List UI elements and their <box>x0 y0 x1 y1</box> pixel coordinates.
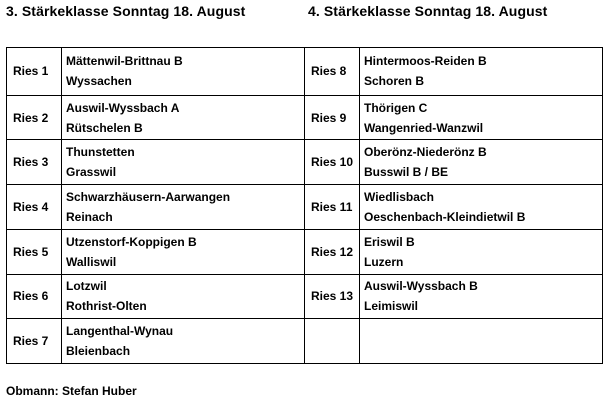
team-name: Walliswil <box>66 254 117 269</box>
match-cell <box>62 319 305 364</box>
match-cell <box>62 274 305 319</box>
match-cell <box>360 274 603 319</box>
ries-label: Ries 12 <box>305 229 360 274</box>
match-cell <box>62 95 305 140</box>
ries-label: Ries 4 <box>7 185 62 230</box>
ries-label: Ries 8 <box>305 48 360 96</box>
table-row <box>7 140 603 185</box>
table-row <box>7 319 603 364</box>
team-name: Utzenstorf-Koppigen B <box>66 234 197 249</box>
ries-label-empty <box>305 319 360 364</box>
ries-label: Ries 7 <box>7 319 62 364</box>
table-row <box>7 95 603 140</box>
team-name: Thörigen C <box>364 100 428 115</box>
team-name: Rütschelen B <box>66 120 143 135</box>
team-name: Luzern <box>364 254 404 269</box>
table-row <box>7 229 603 274</box>
table-row <box>7 274 603 319</box>
team-name: Hintermoos-Reiden B <box>364 54 487 69</box>
team-name: Lotzwil <box>66 279 107 294</box>
team-name: Mättenwil-Brittnau B <box>66 54 183 69</box>
ries-label: Ries 3 <box>7 140 62 185</box>
team-name: Grasswil <box>66 165 117 180</box>
team-name: Schoren B <box>364 74 425 89</box>
table-row <box>7 48 603 96</box>
match-cell <box>62 185 305 230</box>
team-name: Leimiswil <box>364 299 419 314</box>
team-name: Wiedlisbach <box>364 190 434 204</box>
ries-label: Ries 6 <box>7 274 62 319</box>
match-cell <box>62 48 305 96</box>
team-name: Eriswil B <box>364 234 415 249</box>
match-cell-empty <box>360 319 603 364</box>
team-name: Oberönz-Niederönz B <box>364 145 487 160</box>
heading-class-4: 4. Stärkeklasse Sonntag 18. August <box>308 3 548 19</box>
team-name: Busswil B / BE <box>364 165 449 180</box>
ries-label: Ries 13 <box>305 274 360 319</box>
team-name: Rothrist-Olten <box>66 299 147 314</box>
match-cell <box>360 185 603 230</box>
team-name: Wyssachen <box>66 74 132 89</box>
match-cell <box>62 140 305 185</box>
ries-label: Ries 5 <box>7 229 62 274</box>
schedule-table <box>6 47 603 364</box>
team-name: Thunstetten <box>66 145 135 160</box>
ries-label: Ries 9 <box>305 95 360 140</box>
team-name: Wangenried-Wanzwil <box>364 120 484 135</box>
ries-label: Ries 10 <box>305 140 360 185</box>
team-name: Schwarzhäusern-Aarwangen <box>66 190 231 204</box>
team-name: Bleienbach <box>66 344 131 359</box>
ries-label: Ries 11 <box>305 185 360 230</box>
match-cell <box>360 229 603 274</box>
match-cell <box>360 95 603 140</box>
footer-obmann: Obmann: Stefan Huber <box>6 384 137 398</box>
match-cell <box>360 140 603 185</box>
team-name: Langenthal-Wynau <box>66 324 174 339</box>
team-name: Oeschenbach-Kleindietwil B <box>364 210 526 224</box>
team-name: Auswil-Wyssbach B <box>364 279 478 294</box>
match-cell <box>360 48 603 96</box>
ries-label: Ries 2 <box>7 95 62 140</box>
team-name: Reinach <box>66 210 113 224</box>
schedule-body <box>7 48 603 364</box>
match-cell <box>62 229 305 274</box>
table-row <box>7 185 603 230</box>
team-name: Auswil-Wyssbach A <box>66 100 180 115</box>
ries-label: Ries 1 <box>7 48 62 96</box>
heading-class-3: 3. Stärkeklasse Sonntag 18. August <box>6 3 246 19</box>
